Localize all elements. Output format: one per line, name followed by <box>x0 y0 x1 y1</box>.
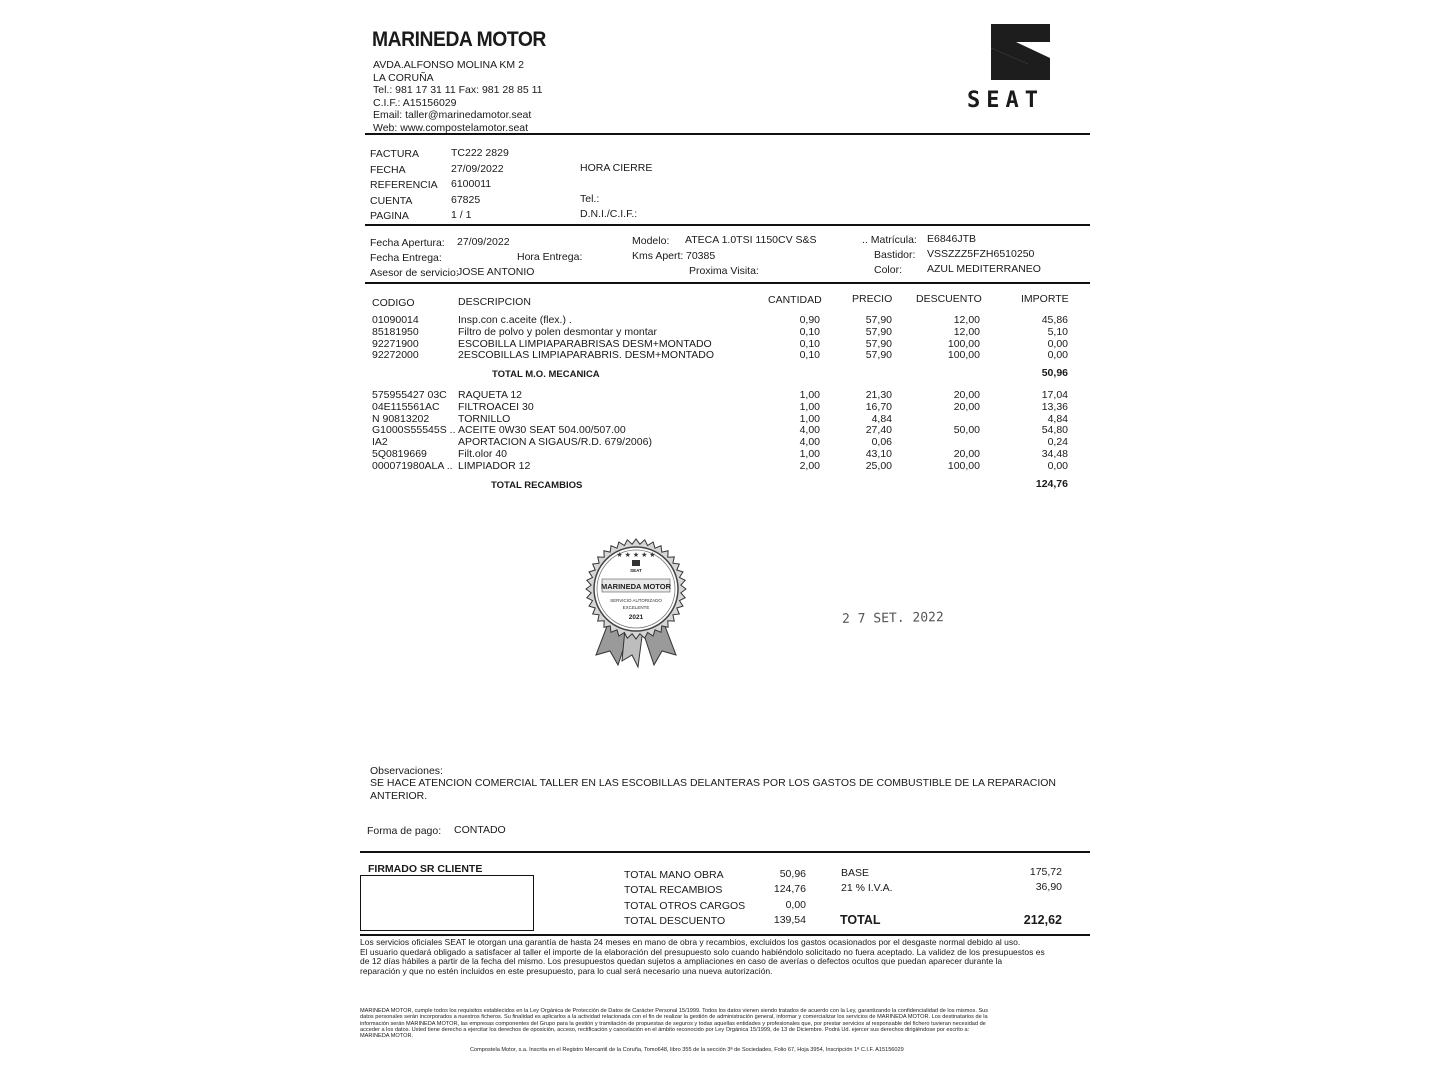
legal-line: El usuario quedará obligado a satisfacer al taller el importe de la elaboración del presupuesto solo cuando habiéndolo solicitado no fuera aceptado. La validez de los presupuestos es <box>360 946 1045 957</box>
registry-text: Compostela Motor, s.a. Inscrita en el Registro Mercantil de la Coruña, Tomo648, libro 355 de la sección 3ª de Sociedades, Folio 67, Hoja 3954, Inscripción 1ª C.I.F. A15156029 <box>470 1047 904 1053</box>
col-descripcion: DESCRIPCION <box>458 296 531 308</box>
cell-descuento: 20,00 <box>953 400 980 413</box>
forma-pago-label: Forma de pago: <box>367 825 442 837</box>
cell-importe: 54,80 <box>1041 424 1068 437</box>
col-codigo: CODIGO <box>372 297 415 309</box>
cell-precio: 43,10 <box>865 448 892 460</box>
cell-codigo: 92272000 <box>372 349 419 362</box>
iva-label: 21 % I.V.A. <box>841 882 893 894</box>
total-otros-value: 0,00 <box>785 899 806 911</box>
cell-cantidad: 1,00 <box>799 412 820 425</box>
mo-total-value: 50,96 <box>1041 367 1068 379</box>
cell-precio: 25,00 <box>865 459 892 472</box>
address-line: AVDA.ALFONSO MOLINA KM 2 <box>373 59 524 71</box>
fecha-apertura-value: 27/09/2022 <box>457 236 510 248</box>
cell-cantidad: 0,10 <box>799 337 820 350</box>
date-stamp: 2 7 SET. 2022 <box>841 610 944 627</box>
cell-codigo: 000071980ALA .. <box>372 459 453 472</box>
pagina-value: 1 / 1 <box>451 209 472 221</box>
asesor-label: Asesor de servicio: <box>370 267 459 279</box>
table-row <box>0 460 1440 472</box>
cell-descripcion: 2ESCOBILLAS LIMPIAPARABRIS. DESM+MONTADO <box>458 349 715 362</box>
cell-codigo: IA2 <box>372 436 388 449</box>
privacy-text <box>360 1008 1084 1039</box>
color-label: Color: <box>874 264 903 276</box>
phone-line: Tel.: 981 17 31 11 Fax: 981 28 85 11 <box>373 84 543 96</box>
fecha-value: 27/09/2022 <box>451 163 504 175</box>
cell-precio: 27,40 <box>865 424 892 437</box>
observaciones-text-cont: ANTERIOR. <box>370 790 428 802</box>
privacy-line: MARINEDA MOTOR, cumple todos los requisitos establecidos en la Ley Orgánica de Protección de Datos de Carácter Personal 15/1999. Todos los datos vienen siendo tratados de acuerdo con la Ley, garantizando la confidencialidad de los mismos. Sus <box>360 1008 989 1014</box>
cell-descuento: 100,00 <box>947 337 980 350</box>
email-line: Email: taller@marinedamotor.seat <box>373 109 532 121</box>
iva-value: 36,90 <box>1035 881 1062 893</box>
seal-line2: EXCELENTE <box>622 605 650 610</box>
cell-descripcion: FILTROACEI 30 <box>458 400 534 413</box>
cell-importe: 17,04 <box>1041 389 1068 401</box>
referencia-value: 6100011 <box>451 178 492 190</box>
legal-line: Los servicios oficiales SEAT le otorgan una garantía de hasta 24 meses en mano de obra y recambios, excluidos los gastos ocasionados por el desgaste normal debido al uso. <box>360 937 1021 947</box>
dni-label: D.N.I./C.I.F.: <box>580 208 638 220</box>
cell-importe: 0,24 <box>1047 436 1068 449</box>
rec-total-label: TOTAL RECAMBIOS <box>491 480 583 491</box>
cell-cantidad: 0,90 <box>799 314 820 326</box>
cell-precio: 21,30 <box>865 389 892 401</box>
fecha-apertura-label: Fecha Apertura: <box>370 237 445 249</box>
cell-importe: 45,86 <box>1041 314 1068 326</box>
rec-total-value: 124,76 <box>1035 478 1068 490</box>
cell-precio: 4,84 <box>871 412 892 425</box>
table-row <box>0 436 1440 448</box>
cell-descuento: 20,00 <box>953 389 980 401</box>
table-row <box>0 326 1440 338</box>
base-value: 175,72 <box>1029 866 1062 878</box>
cell-cantidad: 1,00 <box>799 400 820 413</box>
modelo-value: ATECA 1.0TSI 1150CV S&S <box>685 234 817 246</box>
cell-descuento: 20,00 <box>953 448 980 460</box>
col-cantidad: CANTIDAD <box>768 294 822 306</box>
referencia-label: REFERENCIA <box>370 179 438 191</box>
table-row <box>0 413 1440 425</box>
cuenta-value: 67825 <box>451 194 481 206</box>
cell-descripcion: LIMPIADOR 12 <box>458 459 531 472</box>
col-precio: PRECIO <box>852 293 893 305</box>
cell-importe: 13,36 <box>1041 400 1068 413</box>
total-descuento-label: TOTAL DESCUENTO <box>624 915 726 927</box>
legal-line: reparación y que no estén incluidos en este presupuesto, para lo cual será necesario una nueva autorización. <box>360 965 773 976</box>
cell-precio: 16,70 <box>865 400 892 413</box>
cell-cantidad: 2,00 <box>799 459 820 472</box>
cell-descuento: 12,00 <box>953 325 980 338</box>
cell-descripcion: Filt.olor 40 <box>458 448 508 460</box>
seal-year: 2021 <box>628 614 644 621</box>
hora-entrega-label: Hora Entrega: <box>517 251 583 263</box>
table-row <box>0 349 1440 361</box>
cell-codigo: 92271900 <box>372 337 419 350</box>
observaciones-label: Observaciones: <box>370 765 443 777</box>
cell-precio: 0,06 <box>871 436 892 449</box>
cell-codigo: 575955427 03C <box>372 389 447 401</box>
asesor-value: JOSE ANTONIO <box>457 266 535 278</box>
total-value: 212,62 <box>1023 913 1062 927</box>
excellence-seal <box>582 533 692 673</box>
cell-precio: 57,90 <box>865 314 892 326</box>
total-mano-obra-label: TOTAL MANO OBRA <box>624 869 724 881</box>
cell-precio: 57,90 <box>865 325 892 338</box>
kms-value: 70385 <box>686 250 716 262</box>
privacy-line: información serán MARINEDA MOTOR, las empresas componentes del Grupo para la gestión y tramitación de propuestas de seguros y todas aquellas entidades y profesionales que, por prestar servicios al responsable del fichero tuvieran necesidad de <box>360 1020 986 1027</box>
cell-cantidad: 1,00 <box>799 389 820 401</box>
cell-codigo: N 90813202 <box>372 412 430 425</box>
table-row <box>0 338 1440 350</box>
cell-codigo: 04E115561AC <box>372 400 440 413</box>
svg-text:★ ★ ★ ★ ★: ★ ★ ★ ★ ★ <box>616 552 656 559</box>
forma-pago-value: CONTADO <box>454 824 506 836</box>
cell-cantidad: 0,10 <box>799 325 820 338</box>
tel-label: Tel.: <box>580 193 600 205</box>
cell-descripcion: ACEITE 0W30 SEAT 504.00/507.00 <box>458 424 626 437</box>
cell-importe: 4,84 <box>1047 412 1068 425</box>
cell-codigo: 01090014 <box>372 314 419 326</box>
cell-importe: 34,48 <box>1041 448 1068 460</box>
cell-codigo: G1000S55545S .. <box>372 424 456 437</box>
company-name: MARINEDA MOTOR <box>372 28 546 51</box>
cell-descuento: 50,00 <box>953 424 980 437</box>
table-row <box>0 389 1440 401</box>
total-recambios-label: TOTAL RECAMBIOS <box>624 884 723 896</box>
web-line: Web: www.compostelamotor.seat <box>373 121 529 134</box>
factura-label: FACTURA <box>370 148 420 160</box>
bastidor-label: Bastidor: <box>874 249 916 261</box>
fecha-entrega-label: Fecha Entrega: <box>370 252 442 264</box>
cell-importe: 5,10 <box>1047 325 1068 338</box>
table-row <box>0 401 1440 413</box>
cell-cantidad: 0,10 <box>799 349 820 362</box>
signature-box[interactable] <box>360 875 534 931</box>
legal-line: de 12 días hábiles a partir de la fecha del mismo. Los presupuestos quedan sujetos a ampliaciones en caso de averías o defectos ocultos que puedan aparecer durante la <box>360 956 1003 966</box>
color-value: AZUL MEDITERRANEO <box>927 263 1041 275</box>
col-importe: IMPORTE <box>1021 293 1069 305</box>
divider <box>360 934 1090 936</box>
mo-total-label: TOTAL M.O. MECANICA <box>492 369 600 380</box>
seal-line1: SERVICIO AUTORIZADO <box>610 598 662 603</box>
cell-descuento: 12,00 <box>953 314 980 326</box>
brand-wordmark: SEAT <box>967 88 1044 113</box>
cell-descripcion: Insp.con c.aceite (flex.) . <box>458 314 572 326</box>
privacy-line: datos personales serán incorporados a nuestros ficheros. Su finalidad es aplicarlos a la actividad relacionada con el fin de realizar la gestión de administración general, informar y comercializar los servicios de MARINEDA MOTOR. Los destinatarios de la <box>360 1014 988 1021</box>
total-descuento-value: 139,54 <box>773 914 806 926</box>
divider <box>365 133 1090 135</box>
cell-descuento: 100,00 <box>947 349 980 362</box>
bastidor-value: VSSZZZ5FZH6510250 <box>927 248 1035 260</box>
kms-label: Kms Apert: <box>632 250 684 262</box>
divider <box>365 282 1090 284</box>
cell-cantidad: 1,00 <box>799 448 820 460</box>
cif-line: C.I.F.: A15156029 <box>373 96 457 109</box>
warranty-text <box>360 938 1045 976</box>
fecha-label: FECHA <box>370 164 406 176</box>
firmado-label: FIRMADO SR CLIENTE <box>368 863 483 875</box>
cell-codigo: 5Q0819669 <box>372 448 427 460</box>
matricula-label: .. Matrícula: <box>862 234 917 246</box>
table-row <box>0 448 1440 460</box>
total-label: TOTAL <box>840 913 881 927</box>
cell-cantidad: 4,00 <box>799 436 820 449</box>
cell-cantidad: 4,00 <box>799 424 820 437</box>
cell-importe: 0,00 <box>1047 337 1068 350</box>
cell-descuento: 100,00 <box>947 459 980 472</box>
total-recambios-value: 124,76 <box>773 883 806 895</box>
cell-importe: 0,00 <box>1047 349 1068 362</box>
total-mano-obra-value: 50,96 <box>779 868 806 880</box>
col-descuento: DESCUENTO <box>916 293 982 305</box>
divider <box>360 851 1090 853</box>
cell-descripcion: TORNILLO <box>458 412 511 425</box>
cell-precio: 57,90 <box>865 349 892 362</box>
proxima-visita-label: Proxima Visita: <box>689 265 759 277</box>
modelo-label: Modelo: <box>632 235 670 247</box>
cell-descripcion: RAQUETA 12 <box>458 389 522 401</box>
total-otros-label: TOTAL OTROS CARGOS <box>624 900 746 912</box>
table-row <box>0 314 1440 326</box>
privacy-line: acceder a los datos. Usted tiene derecho a ejercitar los derechos de oposición, acceso, rectificación y cancelación en el ámbito reconocido por Ley Orgánica 15/1999, de 13 de Diciembre. Podrá Ud. ejercer sus derechos dirigiéndose por escrito a: <box>360 1026 970 1033</box>
table-row <box>0 424 1440 436</box>
observaciones-text: SE HACE ATENCION COMERCIAL TALLER EN LAS ESCOBILLAS DELANTERAS POR LOS GASTOS DE COMBUSTIBLE DE LA REPARACION <box>370 777 1056 789</box>
cell-precio: 57,90 <box>865 337 892 350</box>
cell-descripcion: APORTACION A SIGAUS/R.D. 679/2006) <box>458 436 652 449</box>
seal-name: MARINEDA MOTOR <box>601 582 671 591</box>
divider <box>365 224 1090 226</box>
cell-descripcion: ESCOBILLA LIMPIAPARABRISAS DESM+MONTADO <box>458 337 712 350</box>
address-line: LA CORUÑA <box>373 71 434 84</box>
cell-codigo: 85181950 <box>372 325 419 338</box>
cell-descripcion: Filtro de polvo y polen desmontar y montar <box>458 325 658 338</box>
factura-value: TC222 2829 <box>451 147 509 159</box>
cell-importe: 0,00 <box>1047 459 1068 472</box>
matricula-value: E6846JTB <box>927 233 977 245</box>
cuenta-label: CUENTA <box>370 195 413 207</box>
base-label: BASE <box>841 867 870 879</box>
privacy-line: MARINEDA MOTOR. <box>360 1033 414 1040</box>
hora-cierre-label: HORA CIERRE <box>580 162 653 174</box>
company-address <box>373 59 543 134</box>
pagina-label: PAGINA <box>370 210 409 222</box>
seal-brand: SEAT <box>630 568 642 573</box>
